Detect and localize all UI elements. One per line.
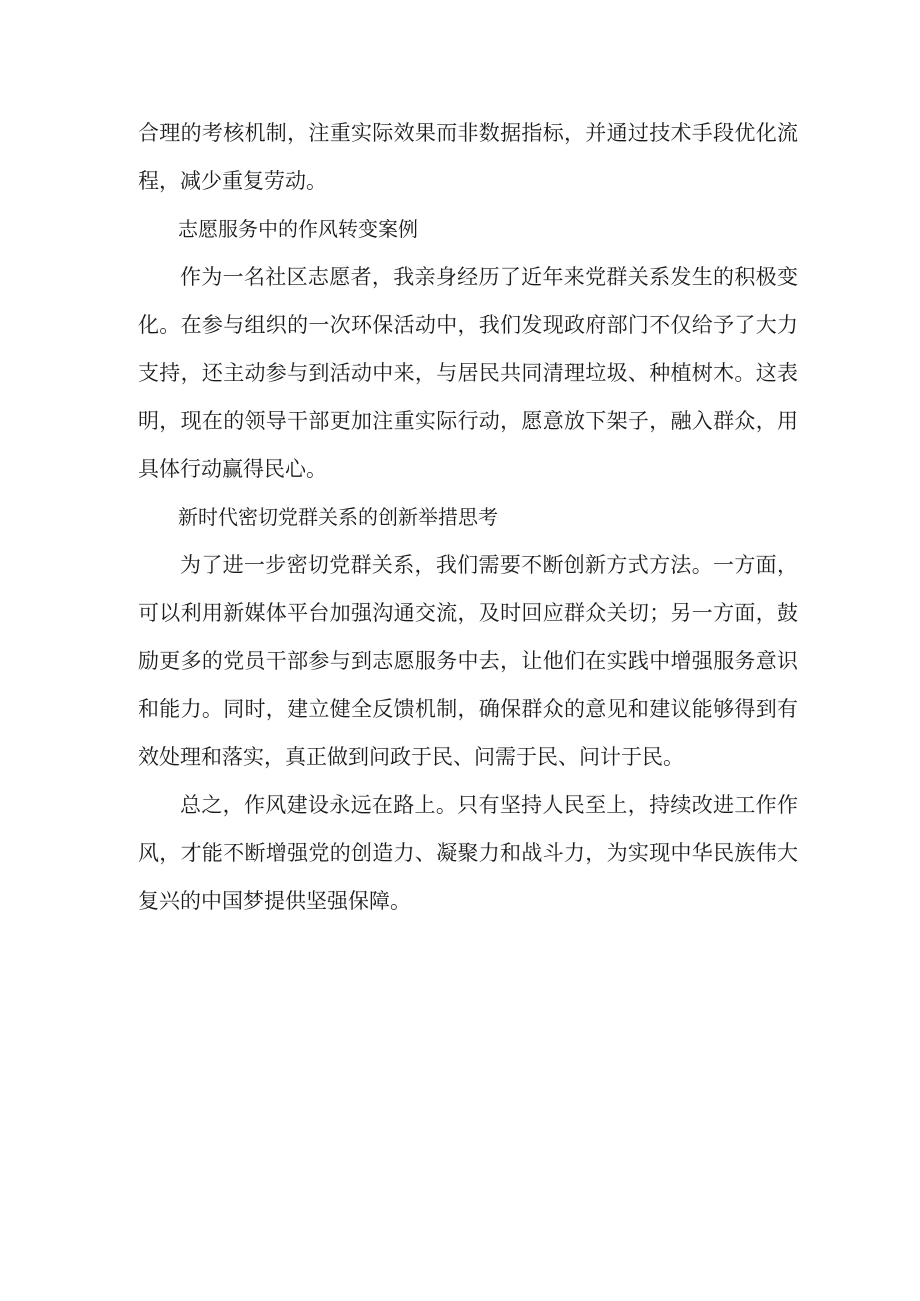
section-heading-innovation: 新时代密切党群关系的创新举措思考 [178,505,498,529]
paragraph-volunteer-experience: 作为一名社区志愿者，我亲身经历了近年来党群关系发生的积极变化。在参与组织的一次环保活动中，我们发现政府部门不仅给予了大力支持，还主动参与到活动中来，与居民共同清理垃圾、种植树木。这表明，现在的领导干部更加注重实际行动，愿意放下架子，融入群众，用具体行动赢得民心。 [138,265,798,481]
paragraph-conclusion: 总之，作风建设永远在路上。只有坚持人民至上，持续改进工作作风，才能不断增强党的创造力、凝聚力和战斗力，为实现中华民族伟大复兴的中国梦提供坚强保障。 [138,793,798,913]
paragraph-innovation-measures: 为了进一步密切党群关系，我们需要不断创新方式方法。一方面，可以利用新媒体平台加强沟通交流，及时回应群众关切；另一方面，鼓励更多的党员干部参与到志愿服务中去，让他们在实践中增强服务意识和能力。同时，建立健全反馈机制，确保群众的意见和建议能够得到有效处理和落实，真正做到问政于民、问需于民、问计于民。 [138,553,798,769]
paragraph-continued: 合理的考核机制，注重实际效果而非数据指标，并通过技术手段优化流程，减少重复劳动。 [138,121,798,193]
section-heading-volunteer-case: 志愿服务中的作风转变案例 [178,217,418,241]
document-body [138,109,798,925]
